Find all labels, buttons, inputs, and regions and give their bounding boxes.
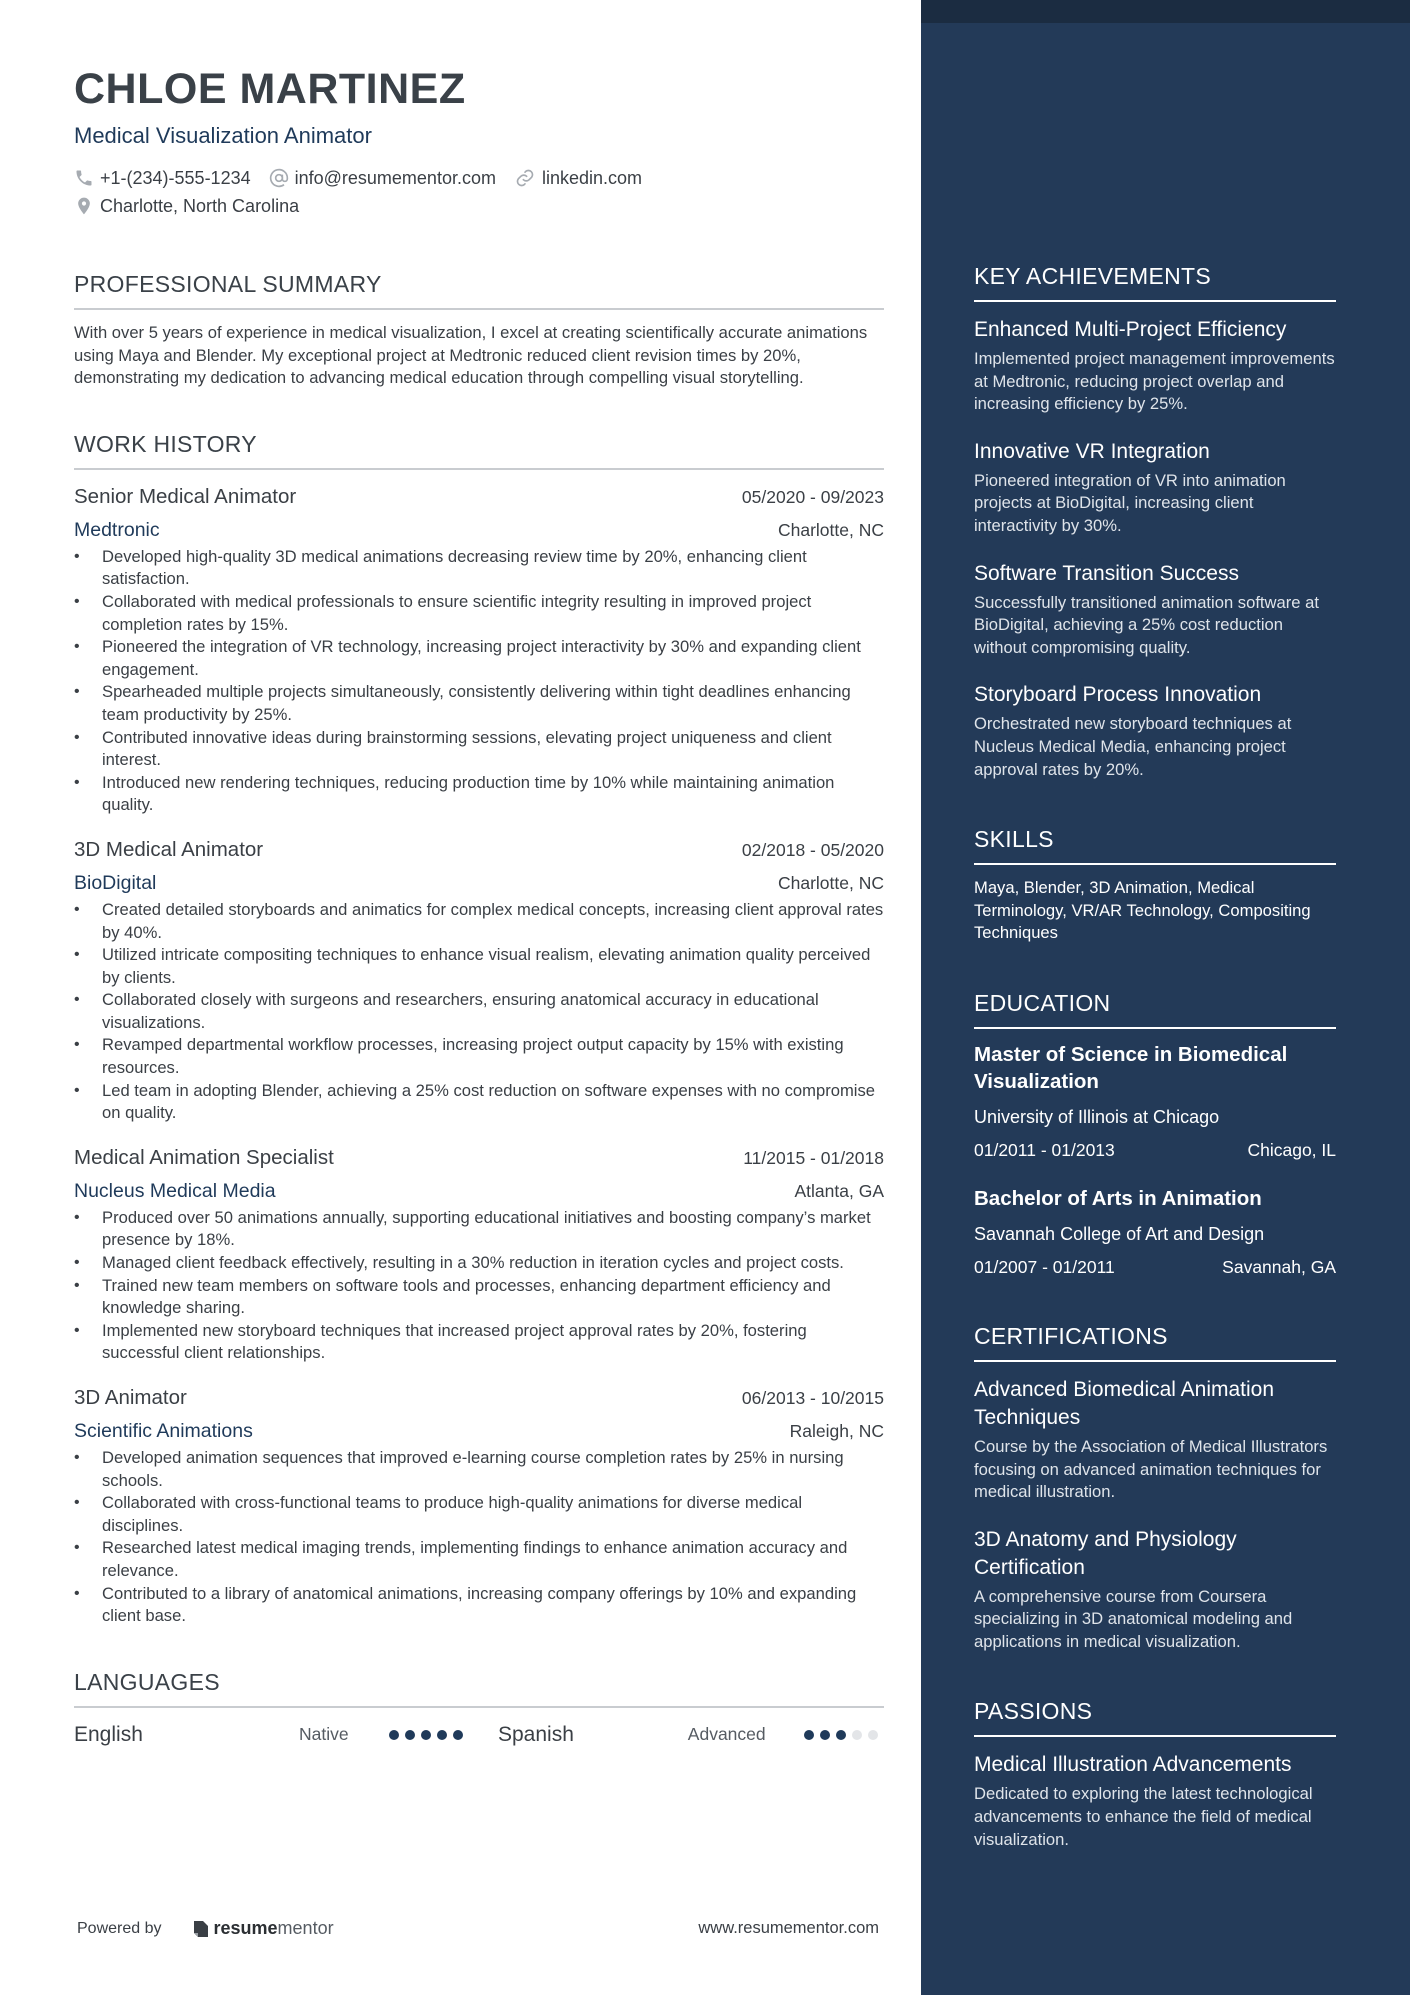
job-title: 3D Animator xyxy=(74,1386,187,1409)
job-location: Charlotte, NC xyxy=(777,519,884,540)
contact-row-1 xyxy=(74,164,884,192)
job-location: Charlotte, NC xyxy=(777,872,884,893)
footer xyxy=(77,1918,879,1939)
bullet-item: • Collaborated with medical professionals to ensure scientific integrity resulting in improved project completion rates by 15%. xyxy=(74,591,884,636)
achievement-desc: Orchestrated new storyboard techniques at Nucleus Medical Media, enhancing project approval rates by 20%. xyxy=(974,714,1292,779)
skills-heading: SKILLS xyxy=(974,825,1336,865)
language-level: Native xyxy=(299,1724,349,1745)
company-name: Medtronic xyxy=(74,518,160,541)
job-subheader xyxy=(74,516,884,544)
education-meta xyxy=(974,1139,1336,1161)
location-pin-icon xyxy=(74,196,94,216)
bullet-item: • Contributed innovative ideas during brainstorming sessions, elevating project uniqueness and client interest. xyxy=(74,727,884,772)
job-header xyxy=(74,835,884,865)
rating-dot-empty xyxy=(852,1730,862,1740)
rating-dot-filled xyxy=(389,1730,399,1740)
achievement-title: Enhanced Multi-Project Efficiency xyxy=(974,318,1287,341)
brand-logo xyxy=(192,1918,334,1939)
phone-icon xyxy=(74,168,94,188)
school-name: University of Illinois at Chicago xyxy=(974,1106,1220,1127)
job-location: Atlanta, GA xyxy=(794,1180,884,1201)
work-history-heading: WORK HISTORY xyxy=(74,430,884,470)
summary-heading: PROFESSIONAL SUMMARY xyxy=(74,270,884,310)
job-bullets xyxy=(74,1207,884,1365)
degree-title: Bachelor of Arts in Animation xyxy=(974,1186,1262,1210)
bullet-item: • Led team in adopting Blender, achieving a 25% cost reduction on software expenses with no compromise on quality. xyxy=(74,1080,884,1125)
bullet-item: • Researched latest medical imaging trends, implementing findings to enhance animation accuracy and relevance. xyxy=(74,1537,884,1582)
rating-dot-filled xyxy=(437,1730,447,1740)
achievement-item xyxy=(974,681,1336,781)
link-icon xyxy=(514,168,536,188)
main-column xyxy=(74,62,884,1750)
certification-item xyxy=(974,1526,1336,1654)
language-name: Spanish xyxy=(498,1722,574,1746)
certifications-heading: CERTIFICATIONS xyxy=(974,1322,1336,1362)
bullet-item: • Created detailed storyboards and animatics for complex medical concepts, increasing client approval rates by 40%. xyxy=(74,899,884,944)
job-subheader xyxy=(74,1417,884,1445)
sidebar-top-band xyxy=(921,0,1410,23)
phone-text: +1-(234)-555-1234 xyxy=(100,167,251,188)
contact-row-2 xyxy=(74,192,884,220)
language-rating xyxy=(804,1730,884,1740)
education-meta xyxy=(974,1256,1336,1278)
achievement-item xyxy=(974,438,1336,538)
passion-desc: Dedicated to exploring the latest technological advancements to enhance the field of medical visualization. xyxy=(974,1784,1313,1849)
certification-title: Advanced Biomedical Animation Techniques xyxy=(974,1377,1275,1429)
education-dates: 01/2007 - 01/2011 xyxy=(974,1256,1115,1277)
company-name: Scientific Animations xyxy=(74,1420,253,1442)
achievement-title: Storyboard Process Innovation xyxy=(974,683,1262,707)
summary-section xyxy=(74,270,884,390)
achievement-desc: Successfully transitioned animation software at BioDigital, achieving a 25% cost reduction without compromising quality. xyxy=(974,592,1319,657)
job-title: 3D Medical Animator xyxy=(74,837,264,861)
candidate-name: CHLOE MARTINEZ xyxy=(74,65,466,113)
job-title: Senior Medical Animator xyxy=(74,484,297,508)
linkedin-contact[interactable] xyxy=(514,168,642,189)
language-level: Advanced xyxy=(687,1724,766,1745)
certifications-section xyxy=(974,1322,1336,1654)
achievement-item xyxy=(974,316,1336,416)
powered-by-label: Powered by xyxy=(77,1919,162,1937)
rating-dot-filled xyxy=(820,1730,830,1740)
job-entry xyxy=(74,1383,884,1628)
bullet-item: • Collaborated closely with surgeons and researchers, ensuring anatomical accuracy in educational visualizations. xyxy=(74,989,884,1034)
certification-title: 3D Anatomy and Physiology Certification xyxy=(974,1527,1237,1579)
languages-heading: LANGUAGES xyxy=(74,1668,884,1708)
achievement-title: Innovative VR Integration xyxy=(974,439,1210,463)
summary-text: With over 5 years of experience in medical visualization, I excel at creating scientifically accurate animations using Maya and Blender. My exceptional project at Medtronic reduced client revision times by 20%, demonstrating my dedication to advancing medical education through compelling visual storytelling. xyxy=(74,323,868,388)
job-header xyxy=(74,482,884,512)
school-name: Savannah College of Art and Design xyxy=(974,1223,1265,1244)
education-location: Savannah, GA xyxy=(1222,1256,1336,1277)
education-section xyxy=(974,989,1336,1278)
job-entry xyxy=(74,835,884,1125)
achievements-section xyxy=(974,262,1336,781)
job-bullets xyxy=(74,546,884,817)
bullet-item: • Managed client feedback effectively, resulting in a 30% reduction in iteration cycles and project costs. xyxy=(74,1252,884,1275)
email-text: info@resumementor.com xyxy=(294,167,496,188)
education-item xyxy=(974,1185,1336,1278)
achievement-desc: Implemented project management improvements at Medtronic, reducing project overlap and increasing efficiency by 25%. xyxy=(974,349,1335,414)
job-dates: 11/2015 - 01/2018 xyxy=(743,1147,884,1168)
job-location: Raleigh, NC xyxy=(789,1421,884,1441)
location-text: Charlotte, North Carolina xyxy=(100,195,300,216)
job-header xyxy=(74,1383,884,1413)
job-dates: 06/2013 - 10/2015 xyxy=(741,1388,884,1408)
education-heading: EDUCATION xyxy=(974,989,1336,1029)
contact-info xyxy=(74,164,884,220)
certification-item xyxy=(974,1376,1336,1504)
job-subheader xyxy=(74,1177,884,1205)
bullet-item: • Developed high-quality 3D medical animations decreasing review time by 20%, enhancing client satisfaction. xyxy=(74,546,884,591)
rating-dot-filled xyxy=(453,1730,463,1740)
job-subheader xyxy=(74,869,884,897)
bullet-item: • Pioneered the integration of VR technology, increasing project interactivity by 30% and expanding client engagement. xyxy=(74,636,884,681)
degree-title: Master of Science in Biomedical Visualization xyxy=(974,1042,1288,1093)
at-sign-icon xyxy=(269,168,289,188)
language-name: English xyxy=(74,1722,143,1746)
achievement-title: Software Transition Success xyxy=(974,561,1239,585)
work-history-section xyxy=(74,430,884,1628)
brand-mark-icon xyxy=(192,1919,210,1939)
bullet-item: • Contributed to a library of anatomical animations, increasing company offerings by 10% and expanding client base. xyxy=(74,1583,884,1628)
language-entry xyxy=(74,1723,498,1747)
bullet-item: • Revamped departmental workflow processes, increasing project output capacity by 15% with existing resources. xyxy=(74,1034,884,1079)
bullet-item: • Implemented new storyboard techniques that increased project approval rates by 20%, fostering successful client relationships. xyxy=(74,1320,884,1365)
linkedin-text: linkedin.com xyxy=(541,167,643,188)
rating-dot-filled xyxy=(405,1730,415,1740)
job-bullets xyxy=(74,1447,884,1628)
skills-text: Maya, Blender, 3D Animation, Medical Terminology, VR/AR Technology, Compositing Techniques xyxy=(974,878,1311,943)
bullet-item: • Collaborated with cross-functional teams to produce high-quality animations for diverse medical disciplines. xyxy=(74,1492,884,1537)
candidate-title: Medical Visualization Animator xyxy=(74,123,372,148)
job-dates: 02/2018 - 05/2020 xyxy=(741,839,884,860)
achievement-item xyxy=(974,560,1336,660)
footer-website[interactable]: www.resumementor.com xyxy=(698,1919,879,1937)
education-location: Chicago, IL xyxy=(1247,1139,1336,1160)
job-header xyxy=(74,1143,884,1173)
bullet-item: • Developed animation sequences that improved e-learning course completion rates by 25% in nursing schools. xyxy=(74,1447,884,1492)
job-dates: 05/2020 - 09/2023 xyxy=(741,486,884,507)
bullet-item: • Produced over 50 animations annually, supporting educational initiatives and boosting company’s market presence by 18%. xyxy=(74,1207,884,1252)
company-name: BioDigital xyxy=(74,871,157,894)
brand-name-bold: resume xyxy=(213,1918,278,1938)
achievements-heading: KEY ACHIEVEMENTS xyxy=(974,262,1336,302)
bullet-item: • Trained new team members on software tools and processes, enhancing department efficiency and knowledge sharing. xyxy=(74,1275,884,1320)
education-dates: 01/2011 - 01/2013 xyxy=(974,1139,1115,1160)
rating-dot-filled xyxy=(804,1730,814,1740)
job-entry xyxy=(74,1143,884,1365)
passion-item xyxy=(974,1751,1336,1851)
certification-desc: A comprehensive course from Coursera specializing in 3D anatomical modeling and applications in medical visualization. xyxy=(974,1586,1293,1651)
bullet-item: • Spearheaded multiple projects simultaneously, consistently delivering within tight deadlines enhancing team productivity by 25%. xyxy=(74,681,884,726)
languages-section xyxy=(74,1668,884,1750)
powered-by xyxy=(77,1918,334,1939)
company-name: Nucleus Medical Media xyxy=(74,1179,276,1202)
job-entry xyxy=(74,482,884,817)
achievement-desc: Pioneered integration of VR into animation projects at BioDigital, increasing client interactivity by 30%. xyxy=(974,470,1286,535)
rating-dot-filled xyxy=(421,1730,431,1740)
rating-dot-empty xyxy=(868,1730,878,1740)
bullet-item: • Utilized intricate compositing techniques to enhance visual realism, elevating animation quality perceived by clients. xyxy=(74,944,884,989)
bullet-item: • Introduced new rendering techniques, reducing production time by 10% while maintaining animation quality. xyxy=(74,772,884,817)
location-contact xyxy=(74,196,299,217)
passions-heading: PASSIONS xyxy=(974,1697,1336,1737)
language-entry xyxy=(498,1723,884,1747)
education-item xyxy=(974,1041,1336,1161)
email-contact[interactable] xyxy=(269,168,496,189)
job-bullets xyxy=(74,899,884,1125)
phone-contact xyxy=(74,168,251,189)
rating-dot-filled xyxy=(836,1730,846,1740)
passions-section xyxy=(974,1697,1336,1851)
language-rating xyxy=(389,1730,469,1740)
certification-desc: Course by the Association of Medical Illustrators focusing on advanced animation techniques for medical illustration. xyxy=(974,1436,1328,1502)
job-title: Medical Animation Specialist xyxy=(74,1145,334,1169)
languages-row xyxy=(74,1720,884,1750)
passion-title: Medical Illustration Advancements xyxy=(974,1753,1292,1777)
skills-section xyxy=(974,825,1336,945)
brand-name-light: mentor xyxy=(277,1918,334,1938)
sidebar-column xyxy=(974,262,1336,1895)
